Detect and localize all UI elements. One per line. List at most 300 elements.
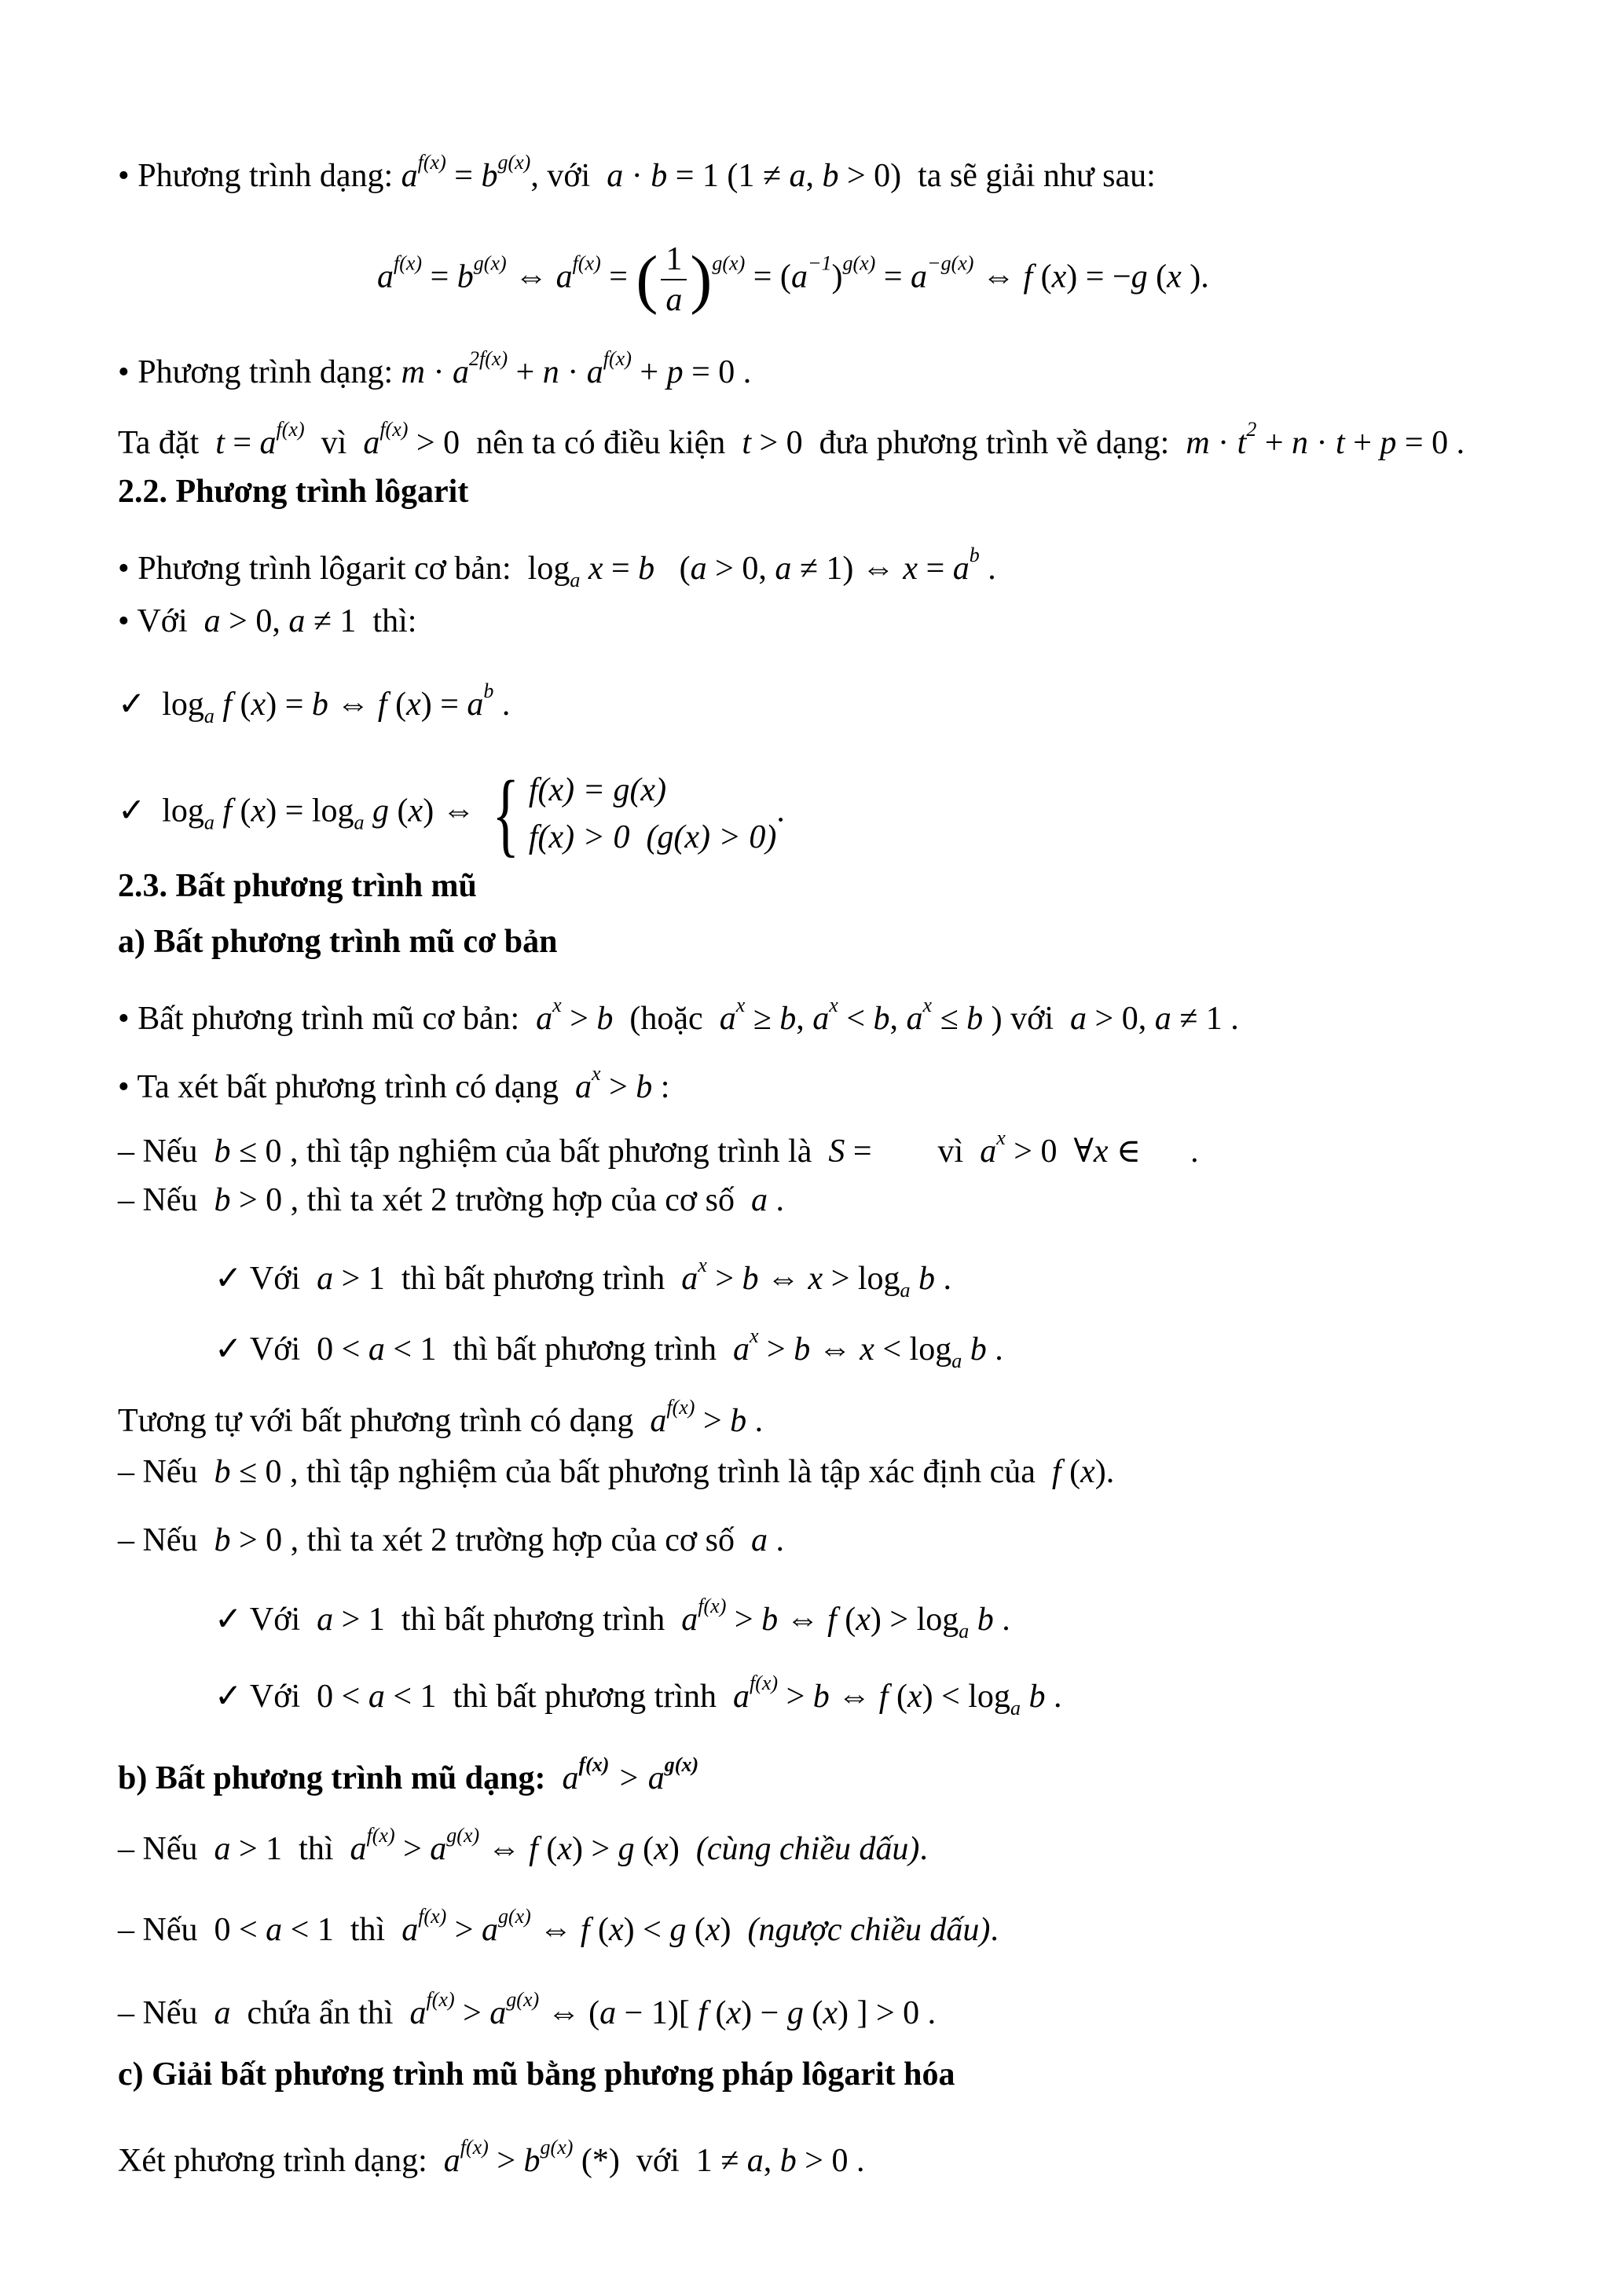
text-line — [118, 761, 785, 866]
math-symbol: a — [719, 1001, 736, 1037]
math-symbol: b — [918, 1261, 936, 1297]
math-symbol: x — [588, 551, 603, 587]
section-heading — [118, 1741, 699, 1796]
text: ( — [803, 1995, 823, 2031]
superscript: f(x) — [366, 1824, 395, 1847]
math-symbol: b — [638, 551, 655, 587]
text: < 1 thì bất phương trình — [384, 1679, 733, 1715]
math-symbol: b — [761, 1602, 779, 1638]
math-symbol: x — [705, 1912, 720, 1948]
text: · — [623, 158, 651, 194]
text: ( — [1032, 258, 1052, 295]
text: > — [706, 1261, 742, 1297]
math-symbol: f — [222, 793, 233, 829]
math-symbol: g — [669, 1912, 687, 1948]
superscript: x — [592, 1062, 601, 1085]
text: ) = — [266, 687, 312, 723]
math-symbol: f — [529, 1831, 538, 1867]
text: − 1)[ — [616, 1995, 698, 2031]
text: ( — [589, 1912, 610, 1948]
superscript: f(x) — [698, 1595, 727, 1617]
math-symbol: a — [467, 687, 484, 723]
math-symbol: b — [214, 1522, 231, 1558]
superscript: x — [698, 1254, 707, 1276]
math-symbol: a — [607, 158, 624, 194]
denominator: a — [665, 282, 683, 318]
subscript: a — [203, 705, 214, 727]
text: – Nếu — [118, 1522, 214, 1558]
text: = — [875, 258, 911, 295]
superscript: x — [749, 1324, 759, 1347]
math-symbol: a — [906, 1001, 923, 1037]
text: (hoặc — [613, 1001, 720, 1037]
math-symbol: a — [288, 603, 306, 639]
math-symbol: a — [409, 1995, 427, 2031]
text: • Ta xét bất phương trình có dạng — [118, 1069, 576, 1105]
math-symbol: x — [1167, 258, 1182, 295]
text: > 0 đưa phương trình về dạng: — [750, 425, 1186, 461]
superscript: f(x) — [418, 1905, 447, 1928]
text: . — [1045, 1679, 1062, 1715]
text: chứa ẩn thì — [230, 1995, 410, 2031]
superscript: f(x) — [276, 418, 305, 441]
superscript: g(x) — [842, 251, 876, 275]
math-symbol: x — [856, 1602, 871, 1638]
text: • Với — [118, 603, 204, 639]
text: ⇔ — [778, 1602, 828, 1638]
math-symbol: a — [812, 1001, 830, 1037]
math-symbol: b — [214, 1133, 231, 1170]
math-symbol: b — [970, 1331, 987, 1368]
text: ≠ 1) ⇔ — [791, 551, 904, 587]
math-symbol: a — [350, 1831, 367, 1867]
math-symbol: a — [536, 1001, 553, 1037]
superscript: 2 — [1246, 418, 1257, 441]
system-row: f(x) = g(x) — [528, 772, 667, 808]
text-line — [118, 1177, 784, 1224]
math-symbol: x — [1093, 1133, 1109, 1170]
text: ( — [888, 1679, 907, 1715]
math-symbol: a — [214, 1995, 231, 2031]
text: ✓ log — [118, 793, 204, 829]
superscript: b — [969, 544, 980, 566]
text: ( — [232, 687, 251, 723]
superscript: x — [922, 994, 933, 1016]
text: ) với — [983, 1001, 1071, 1037]
text: = ( — [745, 258, 791, 295]
text: ) — [720, 1912, 748, 1948]
math-symbol: x — [823, 1995, 838, 2031]
math-symbol: b — [977, 1602, 994, 1638]
text: ) — [668, 1831, 696, 1867]
math-symbol: x — [726, 1995, 742, 2031]
text: , — [889, 1001, 907, 1037]
text: > 0 nên ta có điều kiện — [408, 425, 742, 461]
text-line — [214, 1313, 1003, 1372]
math-symbol: f — [878, 1679, 889, 1715]
section-heading — [118, 862, 477, 910]
text: 2.2. Phương trình lôgarit — [118, 474, 469, 510]
superscript: f(x) — [749, 1672, 779, 1694]
text: ) > — [571, 1831, 618, 1867]
math-symbol: t — [742, 425, 751, 461]
superscript: x — [735, 994, 746, 1016]
math-symbol: b — [214, 1182, 231, 1218]
text — [969, 1602, 977, 1638]
text: , — [763, 2143, 780, 2179]
text: = — [603, 551, 639, 587]
text: = — [600, 258, 636, 295]
text: • Phương trình dạng: — [118, 354, 401, 390]
text: ). — [1181, 258, 1209, 295]
text: + — [1256, 425, 1292, 461]
text: ( — [634, 1831, 654, 1867]
text: = 0 . — [1396, 425, 1465, 461]
text: > — [394, 1831, 431, 1867]
text: > — [454, 1995, 490, 2031]
text: – Nếu — [118, 1454, 214, 1490]
math-symbol: f — [1051, 1454, 1061, 1490]
text: = 0 . — [683, 354, 752, 390]
text: , — [805, 158, 823, 194]
text: > 0 . — [796, 2143, 865, 2179]
text: ∈ . — [1108, 1133, 1199, 1170]
text: = 1 (1 ≠ — [667, 158, 790, 194]
text: – Nếu 0 < — [118, 1912, 266, 1948]
text: a) Bất phương trình mũ cơ bản — [118, 924, 558, 960]
math-symbol: b — [794, 1331, 811, 1368]
superscript: f(x) — [572, 251, 601, 275]
superscript: x — [996, 1126, 1006, 1149]
math-symbol: a — [952, 551, 970, 587]
text — [365, 793, 373, 829]
math-symbol: p — [1380, 425, 1397, 461]
superscript: f(x) — [578, 1753, 610, 1776]
text-line — [118, 668, 511, 727]
equation-system — [483, 761, 777, 866]
text: – Nếu — [118, 1182, 214, 1218]
math-symbol: g — [618, 1831, 635, 1867]
superscript: g(x) — [664, 1753, 699, 1776]
math-symbol: a — [1154, 1001, 1171, 1037]
text: = — [224, 425, 260, 461]
math-symbol: g — [372, 793, 390, 829]
text: ) — [831, 258, 843, 295]
math-symbol: f — [1023, 258, 1033, 295]
math-symbol: b — [779, 1001, 797, 1037]
text: ) ⇔ — [423, 793, 484, 829]
math-symbol: a — [775, 551, 792, 587]
text: ) < log — [922, 1679, 1010, 1715]
text: + — [1344, 425, 1380, 461]
text: > — [446, 1912, 482, 1948]
subscript: a — [354, 811, 365, 834]
superscript: f(x) — [460, 2136, 489, 2159]
text-line — [118, 335, 752, 390]
text: ≤ 0 , thì tập nghiệm của bất phương trình là — [230, 1133, 829, 1170]
math-symbol: x — [251, 793, 266, 829]
math-symbol: b — [481, 158, 498, 194]
text: ( — [686, 1912, 706, 1948]
text: . — [493, 687, 511, 723]
text: < log — [874, 1331, 952, 1368]
text-line — [214, 1660, 1062, 1719]
text: < 1 thì bất phương trình — [384, 1331, 733, 1368]
math-symbol: x — [808, 1261, 823, 1297]
section-heading — [118, 2051, 955, 2098]
numerator: 1 — [661, 240, 687, 280]
math-symbol: a — [789, 158, 806, 194]
math-symbol: ( — [636, 243, 658, 316]
text: . — [993, 1602, 1010, 1638]
math-symbol: a — [746, 2143, 764, 2179]
text: > 0 , thì ta xét 2 trường hợp của cơ số — [230, 1522, 751, 1558]
text: ) = log — [266, 793, 354, 829]
text: . — [767, 1182, 784, 1218]
text: > 0, — [220, 603, 289, 639]
math-symbol: b — [214, 1454, 231, 1490]
text: ✓ Với — [214, 1602, 317, 1638]
section-heading — [118, 468, 468, 515]
math-symbol: a — [377, 258, 394, 295]
math-symbol: t — [1237, 425, 1247, 461]
text: = — [445, 158, 482, 194]
text — [580, 551, 588, 587]
text: ( — [387, 687, 407, 723]
math-symbol: a — [443, 2143, 460, 2179]
math-symbol: m — [1186, 425, 1210, 461]
math-symbol: a — [555, 258, 573, 295]
math-symbol: a — [732, 1679, 750, 1715]
math-symbol: a — [489, 1995, 507, 2031]
superscript: 2f(x) — [469, 347, 508, 370]
math-symbol: f — [827, 1602, 837, 1638]
math-symbol: a — [562, 1760, 579, 1796]
superscript: f(x) — [666, 1396, 695, 1419]
text: • Phương trình lôgarit cơ bản: log — [118, 551, 570, 587]
math-symbol: x — [609, 1912, 624, 1948]
text — [214, 687, 223, 723]
math-symbol: a — [681, 1261, 698, 1297]
text: ). — [1094, 1454, 1115, 1490]
text: ) < — [623, 1912, 670, 1948]
math-symbol: a — [368, 1679, 385, 1715]
text — [962, 1331, 970, 1368]
text: > 0 , thì ta xét 2 trường hợp của cơ số — [230, 1182, 751, 1218]
text: · — [1308, 425, 1336, 461]
math-symbol: a — [453, 354, 470, 390]
superscript: g(x) — [540, 2136, 574, 2159]
math-symbol: g — [786, 1995, 804, 2031]
text-line — [214, 1583, 1010, 1642]
text: < 1 thì — [282, 1912, 402, 1948]
text: . — [990, 1912, 999, 1948]
text: ) − — [741, 1995, 787, 2031]
math-symbol: g — [1131, 258, 1148, 295]
math-symbol: b — [966, 1001, 984, 1037]
math-symbol: x — [1051, 258, 1067, 295]
text-line — [118, 1893, 999, 1948]
text-line — [214, 1242, 952, 1302]
superscript: f(x) — [603, 347, 632, 370]
subscript: a — [570, 569, 581, 591]
text: ✓ Với 0 < — [214, 1331, 368, 1368]
text: vì — [304, 425, 364, 461]
text-line — [118, 1976, 937, 2031]
text: ≠ 1 thì: — [305, 603, 417, 639]
math-symbol: S — [828, 1133, 845, 1170]
text: . — [979, 551, 996, 587]
math-symbol: a — [1070, 1001, 1087, 1037]
math-symbol: a — [750, 1182, 768, 1218]
text-line — [118, 1517, 784, 1564]
text: > 1 thì bất phương trình — [333, 1261, 682, 1297]
math-symbol: n — [542, 354, 559, 390]
math-symbol: b — [742, 1261, 759, 1297]
math-symbol: a — [790, 258, 808, 295]
text: . — [776, 793, 785, 829]
text: : — [652, 1069, 670, 1105]
math-symbol: m — [401, 354, 426, 390]
math-symbol: a — [980, 1133, 997, 1170]
text: > — [778, 1679, 813, 1715]
math-symbol: x — [408, 793, 423, 829]
math-symbol: a — [599, 1995, 617, 2031]
math-symbol: b — [779, 2143, 797, 2179]
text — [214, 793, 223, 829]
brace-icon: { — [492, 761, 520, 866]
text: . — [919, 1831, 928, 1867]
text-line — [118, 1050, 670, 1105]
text: > 0, — [706, 551, 775, 587]
text: , với — [530, 158, 607, 194]
text: . — [767, 1522, 784, 1558]
math-symbol: n — [1292, 425, 1309, 461]
text: ) = − — [1066, 258, 1131, 295]
math-symbol: p — [666, 354, 684, 390]
text: > 0, — [1087, 1001, 1155, 1037]
text: ≥ — [745, 1001, 780, 1037]
text: = — [422, 258, 457, 295]
math-symbol: a — [650, 1403, 667, 1439]
text: > — [695, 1403, 731, 1439]
superscript: x — [829, 994, 838, 1016]
math-symbol: x — [907, 1679, 922, 1715]
math-symbol: b — [730, 1403, 747, 1439]
math-symbol: a — [575, 1069, 592, 1105]
text-line — [118, 532, 996, 591]
text: ) > log — [870, 1602, 959, 1638]
text: – Nếu — [118, 1831, 214, 1867]
text: = vì — [845, 1133, 981, 1170]
math-symbol: f — [580, 1912, 590, 1948]
subscript: a — [959, 1620, 970, 1642]
text: > — [726, 1602, 762, 1638]
superscript: x — [552, 994, 562, 1016]
text: ≠ 1 . — [1171, 1001, 1239, 1037]
text: ⇔ — [328, 687, 378, 723]
math-symbol: b — [636, 1069, 653, 1105]
math-symbol: a — [203, 603, 221, 639]
math-symbol: b — [596, 1001, 614, 1037]
math-symbol: (ngược chiều dấu) — [747, 1912, 991, 1948]
text: > — [600, 1069, 636, 1105]
text: ( — [232, 793, 251, 829]
math-symbol: x — [251, 687, 266, 723]
text: ( — [1061, 1454, 1081, 1490]
text: ) = — [420, 687, 467, 723]
text: > — [488, 2143, 524, 2179]
math-symbol: a — [430, 1831, 447, 1867]
subscript: a — [900, 1279, 911, 1302]
superscript: g(x) — [446, 1824, 480, 1847]
math-symbol: a — [317, 1602, 334, 1638]
math-symbol: a — [259, 425, 277, 461]
math-symbol: f — [698, 1995, 707, 2031]
fraction — [661, 240, 687, 320]
math-symbol: b — [822, 158, 839, 194]
text-line — [118, 1115, 1199, 1170]
text: ✓ log — [118, 687, 204, 723]
text: . — [935, 1261, 952, 1297]
text: • Phương trình dạng: — [118, 158, 401, 194]
text: ⇔ — [479, 1831, 530, 1867]
text: > 0 ∀ — [1005, 1133, 1094, 1170]
math-symbol: a — [363, 425, 380, 461]
text: Tương tự với bất phương trình có dạng — [118, 1403, 651, 1439]
math-symbol: a — [750, 1522, 768, 1558]
text: ⇔ — [530, 1912, 581, 1948]
math-symbol: f — [377, 687, 387, 723]
superscript: f(x) — [417, 151, 446, 174]
text: + — [631, 354, 667, 390]
subscript: a — [951, 1349, 962, 1372]
math-symbol: a — [401, 1912, 419, 1948]
math-symbol: ) — [690, 243, 713, 316]
text-line — [118, 1384, 764, 1439]
text: > 0) ta sẽ giải như sau: — [838, 158, 1156, 194]
text: ( — [1147, 258, 1168, 295]
text: > 1 thì bất phương trình — [333, 1602, 682, 1638]
math-symbol: b — [523, 2143, 541, 2179]
math-symbol: a — [586, 354, 603, 390]
superscript: g(x) — [473, 251, 507, 275]
text: . — [746, 1403, 764, 1439]
text: > log — [823, 1261, 900, 1297]
text: ⇔ — [506, 258, 556, 295]
math-symbol: a — [681, 1602, 698, 1638]
text: ( — [537, 1831, 558, 1867]
text-line — [118, 1812, 928, 1867]
math-symbol: x — [860, 1331, 874, 1368]
text: · — [1209, 425, 1237, 461]
math-symbol: x — [654, 1831, 669, 1867]
math-symbol: a — [481, 1912, 498, 1948]
text: ( — [707, 1995, 727, 2031]
math-symbol: x — [903, 551, 918, 587]
section-heading — [118, 918, 558, 965]
text: + — [508, 354, 543, 390]
text: ⇔ — [758, 1261, 808, 1297]
superscript: −1 — [807, 251, 832, 275]
text — [911, 1261, 919, 1297]
math-symbol: t — [1336, 425, 1345, 461]
text: – Nếu — [118, 1995, 214, 2031]
text-line — [118, 598, 416, 645]
math-symbol: x — [406, 687, 421, 723]
superscript: g(x) — [497, 1905, 531, 1928]
text-line — [118, 139, 1156, 194]
